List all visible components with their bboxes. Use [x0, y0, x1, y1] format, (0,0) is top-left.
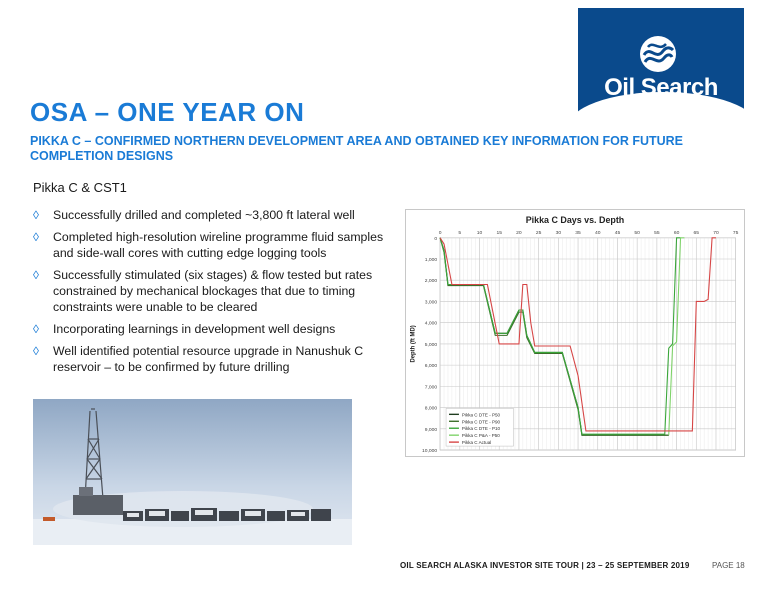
x-tick-label: 65 [693, 230, 700, 236]
bullet-item [33, 229, 405, 261]
bullet-item [33, 321, 405, 337]
y-tick-label: 1,000 [424, 257, 438, 263]
bullet-text: Well identified potential resource upgrade in Nanushuk C reservoir – to be confirmed by future drilling [53, 344, 364, 374]
y-tick-label: 2,000 [424, 279, 438, 285]
diamond-bullet-icon: ◊ [33, 208, 39, 222]
footer-text: OIL SEARCH ALASKA INVESTOR SITE TOUR | 23 – 25 SEPTEMBER 2019 [400, 561, 690, 570]
y-tick-label: 0 [434, 236, 438, 242]
diamond-bullet-icon: ◊ [33, 322, 39, 336]
diamond-bullet-icon: ◊ [33, 230, 39, 244]
oil-search-emblem-icon [638, 34, 678, 74]
page-number: PAGE 18 [712, 561, 745, 570]
x-tick-label: 60 [673, 230, 680, 236]
days-vs-depth-chart [405, 209, 745, 457]
legend-label: Pikka C DTE - P10 [461, 426, 501, 432]
diamond-bullet-icon: ◊ [33, 344, 39, 358]
x-tick-label: 70 [713, 230, 719, 236]
y-tick-label: 9,000 [424, 427, 438, 433]
chart-y-axis-label: Depth (ft MD) [410, 325, 417, 363]
x-tick-label: 50 [634, 230, 640, 236]
legend-label: Pikka C DTE - P50 [461, 412, 501, 418]
logo-wordmark: Oil Search [604, 74, 718, 101]
x-tick-label: 75 [732, 230, 739, 236]
bullet-list [33, 207, 405, 381]
section-label: Pikka C & CST1 [33, 180, 127, 195]
bullet-text: Incorporating learnings in development well designs [53, 322, 336, 336]
bullet-item [33, 267, 405, 315]
x-tick-label: 25 [535, 230, 542, 236]
legend-label: Pikka C DTE - P90 [461, 419, 501, 425]
y-tick-label: 10,000 [422, 449, 438, 455]
legend-label: Pikka C P&A - P50 [461, 433, 500, 439]
x-tick-label: 30 [555, 230, 562, 236]
y-tick-label: 4,000 [424, 321, 438, 327]
bullet-item [33, 207, 405, 223]
bullet-text: Successfully drilled and completed ~3,800 ft lateral well [53, 208, 355, 222]
chart-title: Pikka C Days vs. Depth [525, 214, 625, 225]
bullet-text: Successfully stimulated (six stages) & flow tested but rates constrained by mechanical blockages that due to timing constraints were unable to be cleared [53, 268, 373, 314]
y-tick-label: 6,000 [424, 364, 438, 370]
x-tick-label: 5 [458, 230, 462, 236]
x-tick-label: 40 [594, 230, 601, 236]
page-subtitle: PIKKA C – CONFIRMED NORTHERN DEVELOPMENT AREA AND OBTAINED KEY INFORMATION FOR FUTURE COMPLETION DESIGNS [30, 134, 684, 163]
x-tick-label: 35 [575, 230, 581, 236]
x-tick-label: 0 [438, 230, 442, 236]
x-tick-label: 45 [614, 230, 621, 236]
y-tick-label: 3,000 [424, 300, 438, 306]
diamond-bullet-icon: ◊ [33, 268, 39, 282]
chart-legend [446, 408, 513, 446]
x-tick-label: 10 [476, 230, 483, 236]
legend-label: Pikka C Actual [461, 440, 492, 446]
bullet-text: Completed high-resolution wireline programme fluid samples and side-wall cores with cutting edge logging tools [53, 230, 384, 260]
bullet-item [33, 343, 405, 375]
page-title: OSA – ONE YEAR ON [30, 97, 305, 127]
y-tick-label: 8,000 [424, 406, 438, 412]
y-tick-label: 7,000 [424, 385, 438, 391]
y-tick-label: 5,000 [424, 342, 438, 348]
x-tick-label: 20 [516, 230, 522, 236]
oil-search-logo [578, 8, 744, 120]
drilling-rig-photo [33, 399, 352, 545]
x-tick-label: 55 [654, 230, 660, 236]
x-tick-label: 15 [496, 230, 502, 236]
